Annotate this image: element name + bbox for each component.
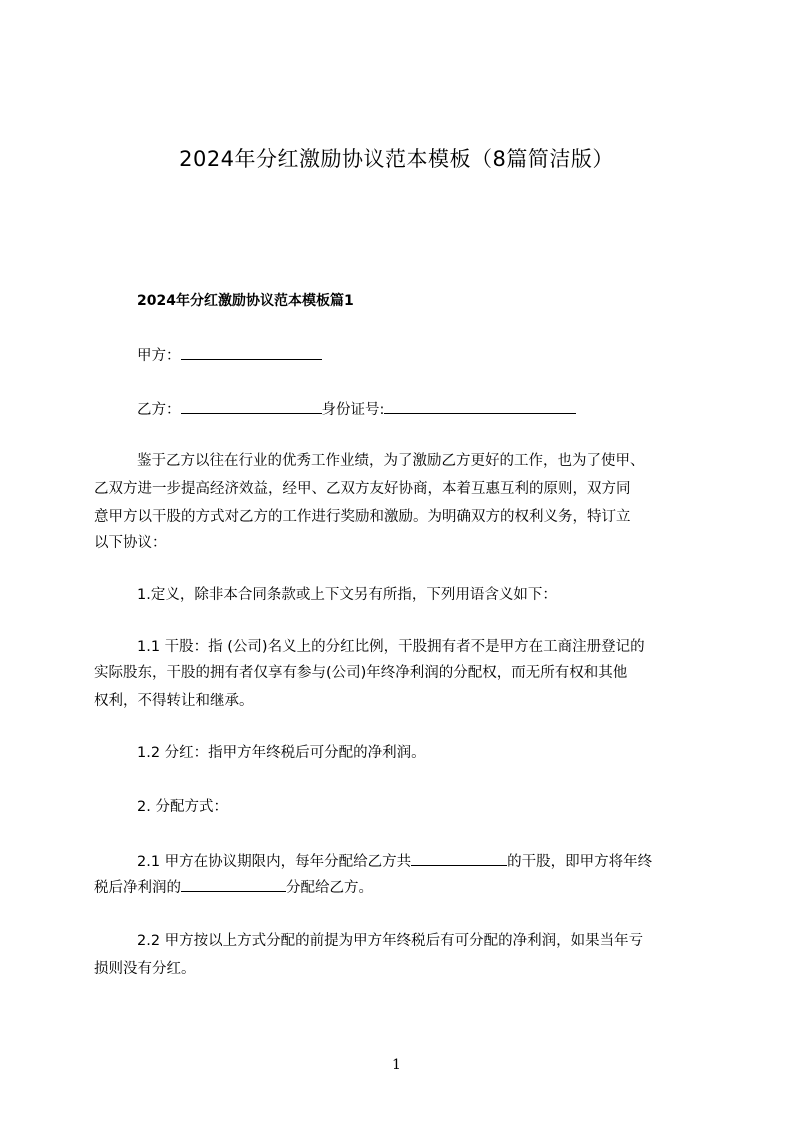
profit-blank (181, 877, 286, 892)
clause-2-2-line-2: 损则没有分红。 (94, 961, 196, 977)
share-blank (411, 851, 507, 866)
clause-2-1-text-a: 2.1 甲方在协议期限内，每年分配给乙方共 (137, 854, 412, 870)
party-a-label: 甲方： (137, 348, 181, 364)
para1-line-4: 以下协议： (94, 535, 167, 551)
clause-2-1-line-1 (137, 851, 652, 872)
party-a-line (137, 345, 322, 366)
para1-line-2: 乙双方进一步提高经济效益，经甲、乙双方友好协商，本着互惠互利的原则，双方同 (94, 481, 631, 497)
document-title: 2024年分红激励协议范本模板（8篇简洁版） (179, 147, 614, 171)
clause-2-1-text-d: 分配给乙方。 (286, 880, 373, 896)
clause-2-1-line-2 (94, 877, 373, 898)
party-b-label: 乙方： (137, 402, 181, 418)
clause-1-1-line-2: 实际股东，干股的拥有者仅享有参与(公司)年终净利润的分配权，而无所有权和其他 (94, 665, 628, 681)
clause-1-1-line-3: 权利，不得转让和继承。 (94, 693, 254, 709)
id-blank (384, 399, 576, 414)
section-heading: 2024年分红激励协议范本模板篇1 (137, 293, 354, 309)
para1-line-1: 鉴于乙方以往在行业的优秀工作业绩，为了激励乙方更好的工作，也为了使甲、 (137, 453, 645, 469)
clause-2-1-text-c: 税后净利润的 (94, 880, 181, 896)
clause-2-2-line-1: 2.2 甲方按以上方式分配的前提为甲方年终税后有可分配的净利润，如果当年亏 (137, 933, 644, 949)
clause-2: 2. 分配方式： (137, 799, 228, 815)
clause-1: 1.定义，除非本合同条款或上下文另有所指，下列用语含义如下： (137, 587, 557, 603)
party-b-blank (181, 399, 322, 414)
clause-1-2: 1.2 分红：指甲方年终税后可分配的净利润。 (137, 745, 426, 761)
clause-2-1-text-b: 的干股，即甲方将年终 (507, 854, 653, 870)
party-a-blank (181, 345, 322, 360)
id-label: 身份证号: (321, 402, 385, 418)
clause-1-1-line-1: 1.1 干股：指 (公司)名义上的分红比例，干股拥有者不是甲方在工商注册登记的 (137, 639, 645, 655)
para1-line-3: 意甲方以干股的方式对乙方的工作进行奖励和激励。为明确双方的权利义务，特订立 (94, 509, 631, 525)
page-number: 1 (392, 1057, 401, 1073)
party-b-line (137, 399, 576, 420)
